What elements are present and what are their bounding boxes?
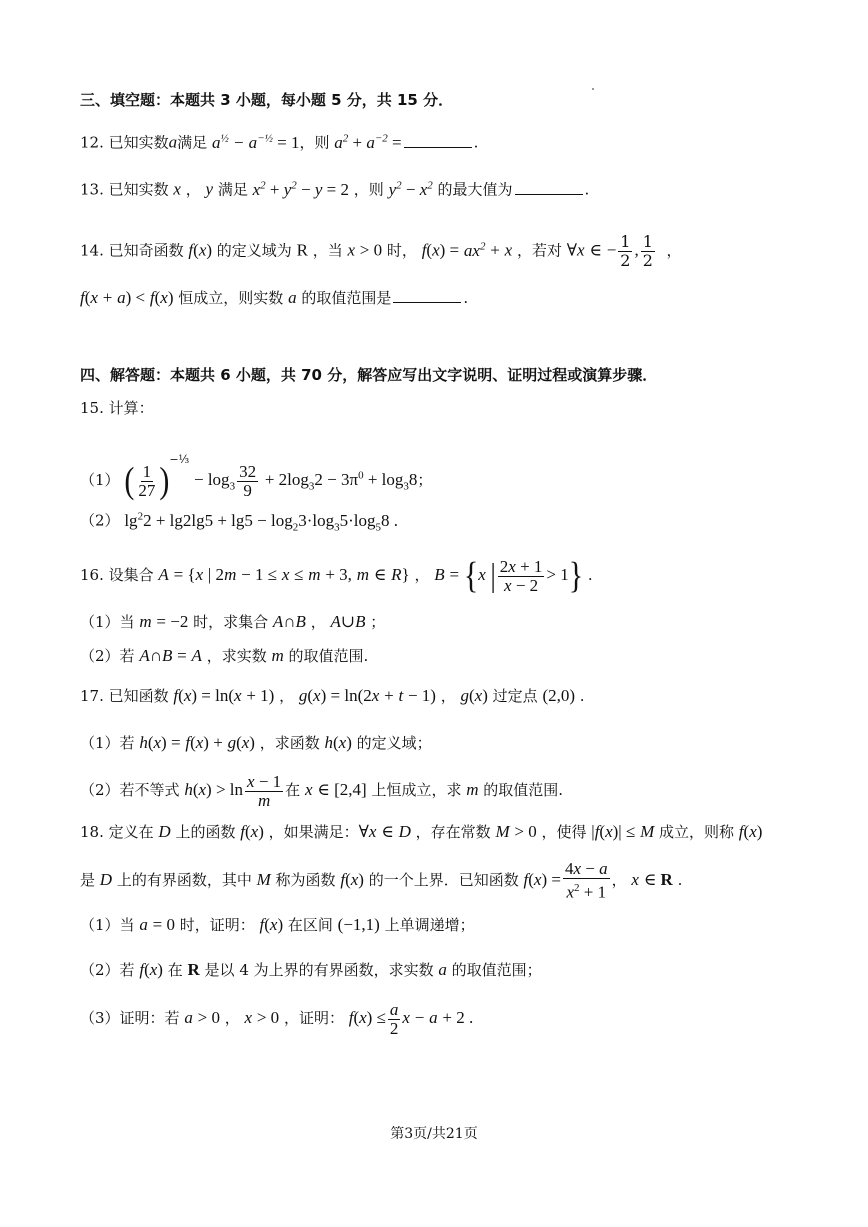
- q12-number: 12.: [80, 133, 104, 152]
- q12-post: ，则: [299, 133, 330, 152]
- q15-part2: （2） $\lg^22 + \lg 2\lg 5 + \lg 5 - \log_23\cdot\log_35\cdot\log_58$ .: [80, 510, 398, 534]
- q12-mid: 满足: [177, 133, 208, 152]
- question-13: 13. 已知实数 x ， y 满足 $x^2 + y^2 - y = 2$ ，则 $y^2 - x^2$ 的最大值为 .: [80, 179, 590, 199]
- q16-part2: （2）若 A∩B = A ，求实数 m 的取值范围.: [80, 646, 369, 665]
- q12-pre: 已知实数: [108, 133, 169, 152]
- q17-part2: （2）若不等式 h(x) > ln $\frac{x - 1}{m}$ 在 x ∈ [2,4] 上恒成立，求 m 的取值范围.: [80, 771, 564, 810]
- question-15-title: 15. 计算：: [80, 399, 154, 417]
- page-number: 第3页/共21页: [390, 1126, 478, 1142]
- q16-part1: （1）当 m = −2 时，求集合 A∩B ， A∪B ；: [80, 612, 386, 631]
- question-18-stem1: 18. 定义在 D 上的函数 f(x) ，如果满足：∀x ∈ D ，存在常数 M > 0 ，使得 |f(x)| ≤ M 成立，则称 f(x): [80, 822, 763, 841]
- q18-part3: （3）证明：若 a > 0 ， x > 0 ，证明： f(x) ≤ $\frac{a}{2}$ x − a + 2 .: [80, 999, 474, 1038]
- q17-number: 17.: [80, 687, 104, 705]
- scan-speck: [592, 88, 594, 90]
- q16-number: 16.: [80, 566, 104, 584]
- q15-part1: （1） ( $\frac{1}{27}$ )$^{-\frac{1}{3}} - \log_3$ $\frac{32}{9}$ + $2\log_32 - 3\pi^0 + \log_38$；: [80, 453, 433, 501]
- question-12: 12. 已知实数a满足 $a^{\frac{1}{2}} - a^{-\frac{1}{2}} = 1$，则 $a^2 + a^{-2}$ = .: [80, 132, 479, 152]
- q17-part1: （1）若 h(x) = f(x) + g(x) ，求函数 h(x) 的定义域；: [80, 733, 432, 752]
- q12-ask: $a^2 + a^{-2}$ =: [334, 132, 402, 152]
- question-16-stem: 16. 设集合 A = {x | 2m − 1 ≤ x ≤ m + 3, m ∈ R} ， B = {x | $\frac{2x + 1}{x - 2}$ > 1} .: [80, 554, 593, 596]
- question-18-stem2: 是 D 上的有界函数，其中 M 称为函数 f(x) 的一个上界．已知函数 f(x) = $\frac{4x - a}{x^2 + 1}$ ， x ∈ R .: [80, 859, 683, 902]
- question-14-line1: 14. 已知奇函数 f(x) 的定义域为 R ，当 x > 0 时， $f(x) = ax^2 + x$ ，若对 ∀x ∈ − $\frac{1}{2}$ , $\frac{1}{2}$ ，: [80, 232, 682, 270]
- q18-part2: （2）若 f(x) 在 R 是以 4 为上界的有界函数，求实数 a 的取值范围；: [80, 960, 542, 979]
- section4-heading: 四、解答题：本题共 6 小题，共 70 分，解答应写出文字说明、证明过程或演算步骤．: [80, 366, 658, 384]
- q14-answer-blank[interactable]: [393, 288, 461, 303]
- question-17-stem: 17. 已知函数 f(x) = ln(x + 1) ， g(x) = ln(2x + t − 1) ， g(x) 过定点 (2,0) .: [80, 686, 585, 705]
- q18-number: 18.: [80, 823, 104, 841]
- q13-answer-blank[interactable]: [515, 180, 583, 195]
- question-14-line2: f(x + a) < f(x) 恒成立，则实数 a 的取值范围是 .: [80, 288, 469, 307]
- q14-number: 14.: [80, 241, 104, 260]
- q13-number: 13.: [80, 180, 104, 199]
- q12-answer-blank[interactable]: [404, 133, 472, 148]
- q15-number: 15.: [80, 399, 104, 417]
- q18-part1: （1）当 a = 0 时，证明： f(x) 在区间 (−1,1) 上单调递增；: [80, 915, 475, 934]
- q12-condition: $a^{\frac{1}{2}} - a^{-\frac{1}{2}} = 1$: [211, 132, 300, 152]
- section3-heading: 三、填空题：本题共 3 小题，每小题 5 分，共 15 分．: [80, 91, 454, 109]
